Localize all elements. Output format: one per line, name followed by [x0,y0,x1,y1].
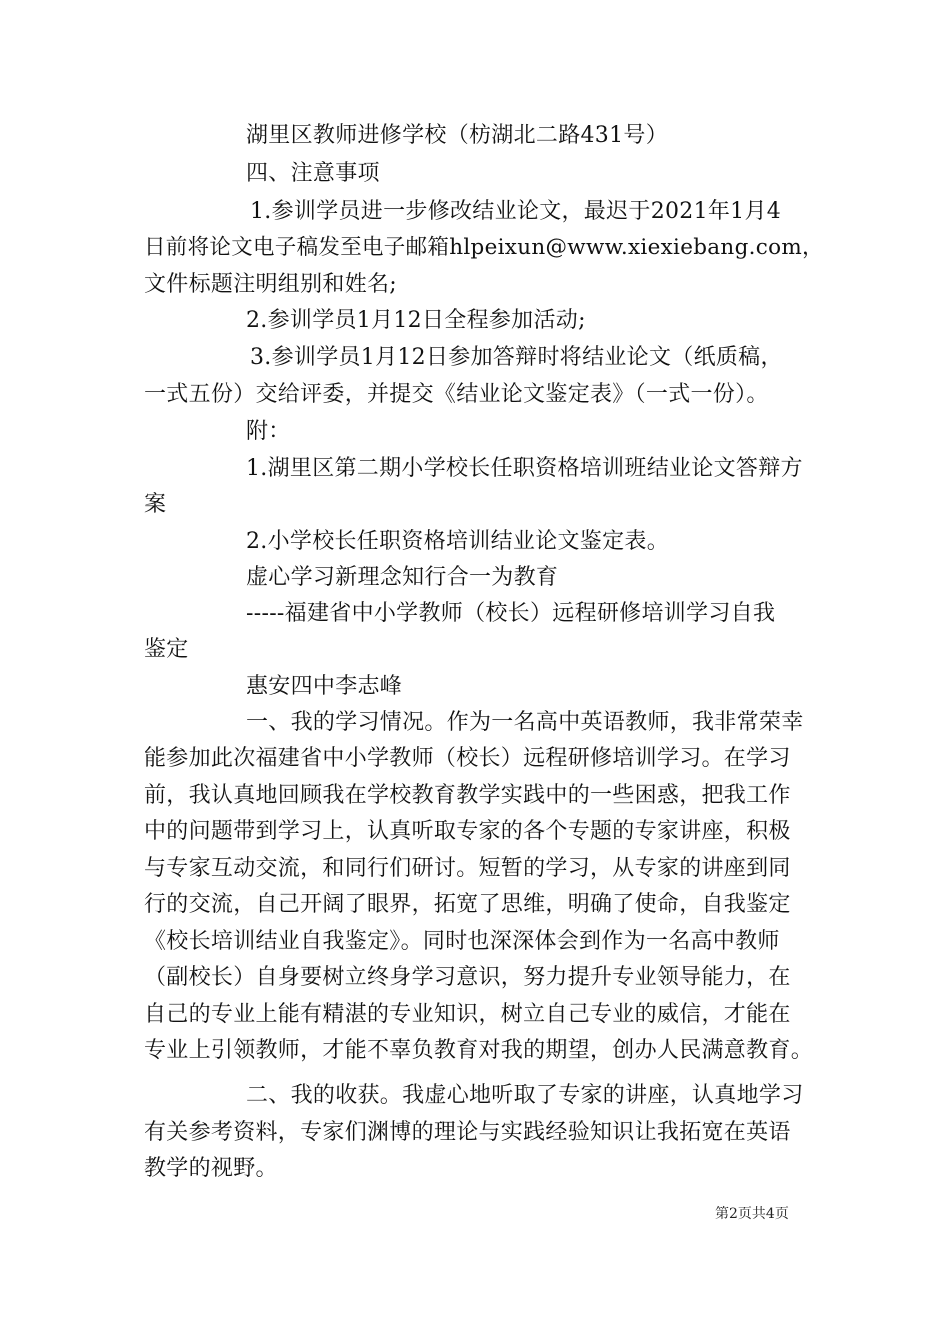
text-line: 《校长培训结业自我鉴定》。同时也深深体会到作为一名高中教师 [144,929,780,954]
text-line: 教学的视野。 [144,1156,278,1181]
text-line: 附： [246,419,291,444]
text-line: 行的交流，自己开阔了眼界，拓宽了思维，明确了使命，自我鉴定 [144,892,791,917]
text-line: 1.参训学员进一步修改结业论文，最迟于2021年1月4 [250,199,782,224]
author-line: 惠安四中李志峰 [246,674,403,699]
text-line: 与专家互动交流，和同行们研讨。短暂的学习，从专家的讲座到同 [144,856,791,881]
text-line: 2.小学校长任职资格培训结业论文鉴定表。 [246,529,669,554]
text-line: 自己的专业上能有精湛的专业知识，树立自己专业的威信，才能在 [144,1002,791,1027]
text-line: 2.参训学员1月12日全程参加活动; [246,308,586,333]
text-line: 前，我认真地回顾我在学校教育教学实践中的一些困惑，把我工作 [144,783,791,808]
text-line: 3.参训学员1月12日参加答辩时将结业论文（纸质稿， [250,345,783,370]
text-line: 鉴定 [144,637,189,662]
article-title: 虚心学习新理念知行合一为教育 [246,565,559,590]
page-number: 第2页共4页 [715,1206,789,1222]
text-line: 1.湖里区第二期小学校长任职资格培训班结业论文答辩方 [246,456,803,481]
text-line: 一、我的学习情况。作为一名高中英语教师，我非常荣幸 [246,710,804,735]
section-heading: 四、注意事项 [246,161,380,186]
text-line: 有关参考资料，专家们渊博的理论与实践经验知识让我拓宽在英语 [144,1120,791,1145]
text-line: 中的问题带到学习上，认真听取专家的各个专题的专家讲座，积极 [144,819,791,844]
article-subtitle: -----福建省中小学教师（校长）远程研修培训学习自我 [246,601,776,626]
text-line: 能参加此次福建省中小学教师（校长）远程研修培训学习。在学习 [144,746,791,771]
text-line: 案 [144,492,167,517]
text-line: 湖里区教师进修学校（枋湖北二路431号） [246,123,668,148]
text-line: （副校长）自身要树立终身学习意识，努力提升专业领导能力，在 [144,965,791,990]
text-line: 日前将论文电子稿发至电子邮箱hlpeixun@www.xiexiebang.com， [144,235,824,260]
text-line: 专业上引领教师，才能不辜负教育对我的期望，创办人民满意教育。 [144,1038,814,1063]
text-line: 一式五份）交给评委，并提交《结业论文鉴定表》（一式一份）。 [144,382,769,407]
text-line: 文件标题注明组别和姓名; [144,272,398,297]
text-line: 二、我的收获。我虚心地听取了专家的讲座，认真地学习 [246,1083,804,1108]
